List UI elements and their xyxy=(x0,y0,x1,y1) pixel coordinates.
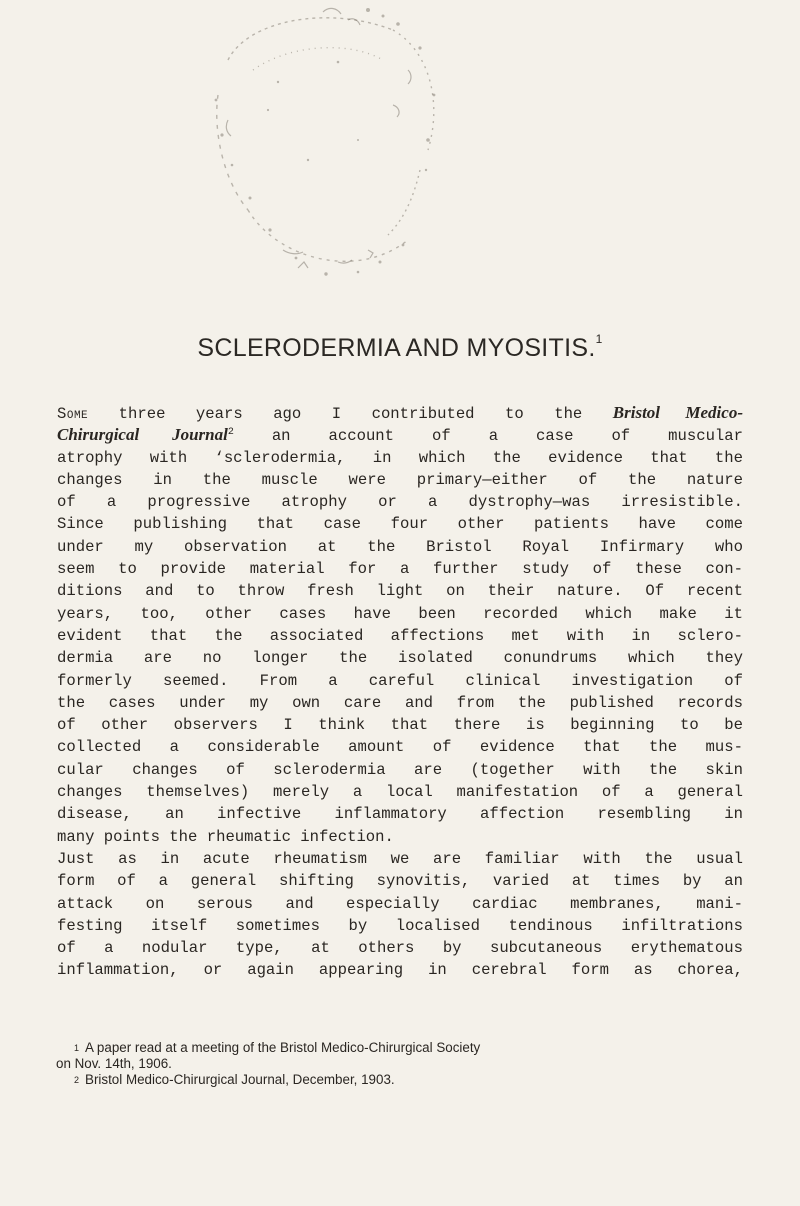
drop-word: Some xyxy=(57,405,89,423)
library-stamp-icon xyxy=(158,0,488,300)
body-line: dermia are no longer the isolated conundrums which they xyxy=(57,649,743,668)
journal-name: Bristol Medico- xyxy=(612,403,743,422)
body-line: form of a general shifting synovitis, varied at times by an xyxy=(57,872,743,891)
article-title xyxy=(60,334,740,363)
article-body xyxy=(57,402,743,982)
body-line: ditions and to throw fresh light on their nature. Of recent xyxy=(57,582,743,601)
body-line: many points the rheumatic infection. xyxy=(57,827,394,846)
body-line: collected a considerable amount of evidence that the mus- xyxy=(57,738,743,757)
journal-name: Chirurgical Journal xyxy=(57,425,228,445)
body-line: cular changes of sclerodermia are (together with the skin xyxy=(57,760,743,779)
body-line: changes themselves) merely a local manifestation of a general xyxy=(57,783,743,802)
footnote-1-continuation: on Nov. 14th, 1906. xyxy=(56,1056,172,1071)
footnote-ref: 2 xyxy=(227,427,234,439)
footnote-mark: 1 xyxy=(74,1043,80,1053)
title-note-mark: 1 xyxy=(595,332,603,346)
article-title-text: SCLERODERMIA AND MYOSITIS. xyxy=(197,334,596,362)
body-line: of a progressive atrophy or a dystrophy—was irresistible. xyxy=(57,493,743,512)
footnote-text: Bristol Medico-Chirurgical Journal, December, 1903. xyxy=(85,1072,395,1087)
footnotes xyxy=(56,1040,744,1088)
footnote-text: A paper read at a meeting of the Bristol Medico-Chirurgical Society xyxy=(85,1040,481,1055)
footnote-2 xyxy=(74,1072,744,1088)
body-line: changes in the muscle were primary—either of the nature xyxy=(57,470,743,489)
body-line: seem to provide material for a further study of these con- xyxy=(57,560,743,579)
body-line: of other observers I think that there is beginning to be xyxy=(57,716,743,735)
body-line: evident that the associated affections met with in sclero- xyxy=(57,626,743,645)
body-line: atrophy with ‘sclerodermia, in which the evidence that the xyxy=(57,448,743,467)
body-line: Chirurgical Journal$^2$ an account of a case of muscular xyxy=(57,425,743,446)
body-line: years, too, other cases have been recorded which make it xyxy=(57,604,743,623)
body-line: Since publishing that case four other patients have come xyxy=(57,515,743,534)
footnote-1 xyxy=(74,1040,744,1056)
body-line: attack on serous and especially cardiac membranes, mani- xyxy=(57,894,743,913)
body-line: Some three years ago I contributed to the Bristol Medico- xyxy=(57,403,743,423)
body-line: of a nodular type, at others by subcutaneous erythematous xyxy=(57,939,743,958)
body-line: formerly seemed. From a careful clinical investigation of xyxy=(57,671,743,690)
body-line: festing itself sometimes by localised tendinous infiltrations xyxy=(57,916,743,935)
footnote-mark: 2 xyxy=(74,1075,80,1085)
body-line: under my observation at the Bristol Royal Infirmary who xyxy=(57,537,743,556)
body-line: Just as in acute rheumatism we are familiar with the usual xyxy=(57,849,743,868)
body-line: the cases under my own care and from the published records xyxy=(57,693,743,712)
body-line: disease, an infective inflammatory affection resembling in xyxy=(57,805,743,824)
body-line: inflammation, or again appearing in cerebral form as chorea, xyxy=(57,961,743,980)
